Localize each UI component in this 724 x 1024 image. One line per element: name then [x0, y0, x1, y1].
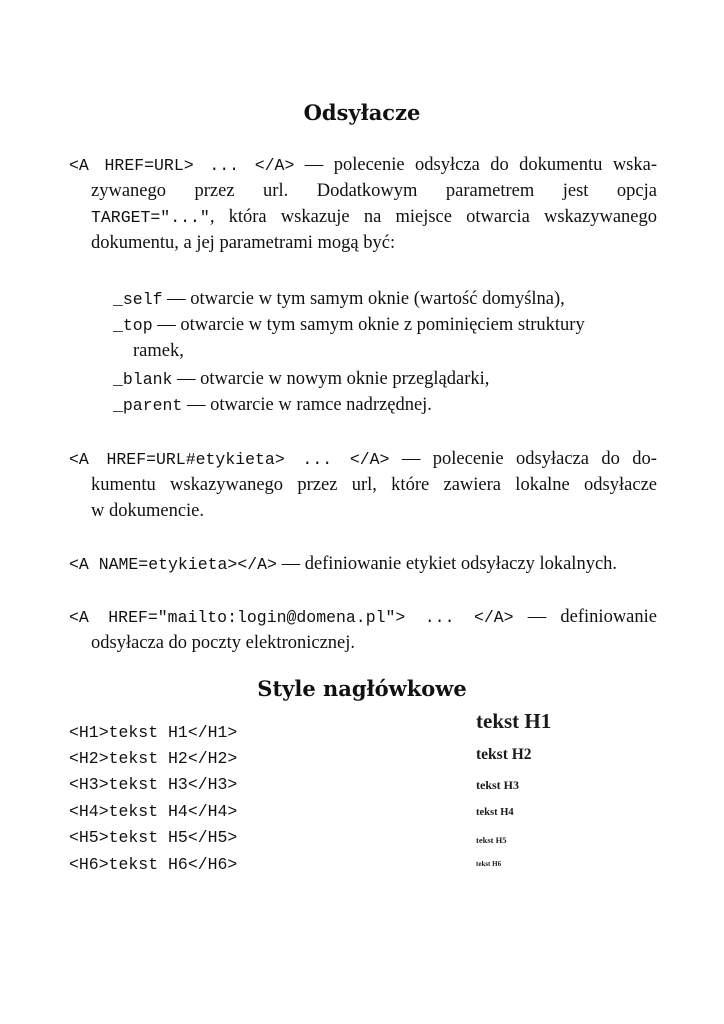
- target-name: _self: [113, 290, 163, 309]
- heading-sample-h3: tekst H3: [476, 778, 519, 792]
- heading-sample-h2: tekst H2: [476, 746, 532, 763]
- target-name: _blank: [113, 370, 173, 389]
- entry-a-href-label-line1: <A HREF=URL#etykieta> ... </A> — polecenie odsyłacza do do-: [69, 449, 657, 469]
- entry-a-href-label-line2: kumentu wskazywanego przez url, które zawiera lokalne odsyłacze: [91, 475, 657, 495]
- entry-a-href-line2: zywanego przez url. Dodatkowym parametrem jest opcja: [91, 181, 657, 201]
- target-item-blank: _blank — otwarcie w nowym oknie przeglądarki,: [113, 369, 490, 389]
- heading-code-h4: <H4>tekst H4</H4>: [69, 802, 238, 821]
- target-name: _top: [113, 316, 153, 335]
- entry-mailto-line1: <A HREF="mailto:login@domena.pl"> ... </A> — definiowanie: [69, 607, 657, 627]
- heading-code-h1: <H1>tekst H1</H1>: [69, 723, 238, 742]
- entry-mailto-line2: odsyłacza do poczty elektronicznej.: [91, 633, 356, 653]
- entry-a-href-label-line3: w dokumencie.: [91, 501, 205, 521]
- entry-a-name: <A NAME=etykieta></A> — definiowanie etykiet odsyłaczy lokalnych.: [69, 554, 618, 574]
- entry-a-href-line1: <A HREF=URL> ... </A> — polecenie odsyłcza do dokumentu wska-: [69, 155, 657, 175]
- heading-code-h3: <H3>tekst H3</H3>: [69, 775, 238, 794]
- target-item-self: _self — otwarcie w tym samym oknie (wartość domyślna),: [113, 289, 565, 309]
- code-a-href-label: <A HREF=URL#etykieta> ... </A>: [69, 450, 390, 469]
- code-a-href: <A HREF=URL> ... </A>: [69, 156, 295, 175]
- heading-sample-h6: tekst H6: [476, 860, 502, 868]
- code-target: TARGET="...": [91, 208, 210, 227]
- target-name: _parent: [113, 396, 183, 415]
- code-a-name: <A NAME=etykieta></A>: [69, 555, 277, 574]
- section-title-headings: Style nagłówkowe: [257, 676, 467, 701]
- heading-code-h2: <H2>tekst H2</H2>: [69, 749, 238, 768]
- heading-code-h6: <H6>tekst H6</H6>: [69, 855, 238, 874]
- section-title-links: Odsyłacze: [303, 100, 421, 125]
- code-mailto: <A HREF="mailto:login@domena.pl"> ... </A>: [69, 608, 514, 627]
- target-item-top: _top — otwarcie w tym samym oknie z pominięciem struktury: [113, 315, 585, 335]
- entry-a-href-line3: TARGET="...", która wskazuje na miejsce otwarcia wskazywanego: [91, 207, 657, 227]
- target-item-parent: _parent — otwarcie w ramce nadrzędnej.: [113, 395, 432, 415]
- heading-sample-h4: tekst H4: [476, 807, 514, 818]
- target-item-top-continued: ramek,: [133, 341, 184, 361]
- entry-a-href-line4: dokumentu, a jej parametrami mogą być:: [91, 233, 396, 253]
- heading-code-h5: <H5>tekst H5</H5>: [69, 828, 238, 847]
- heading-sample-h1: tekst H1: [476, 709, 552, 733]
- heading-sample-h5: tekst H5: [476, 835, 507, 845]
